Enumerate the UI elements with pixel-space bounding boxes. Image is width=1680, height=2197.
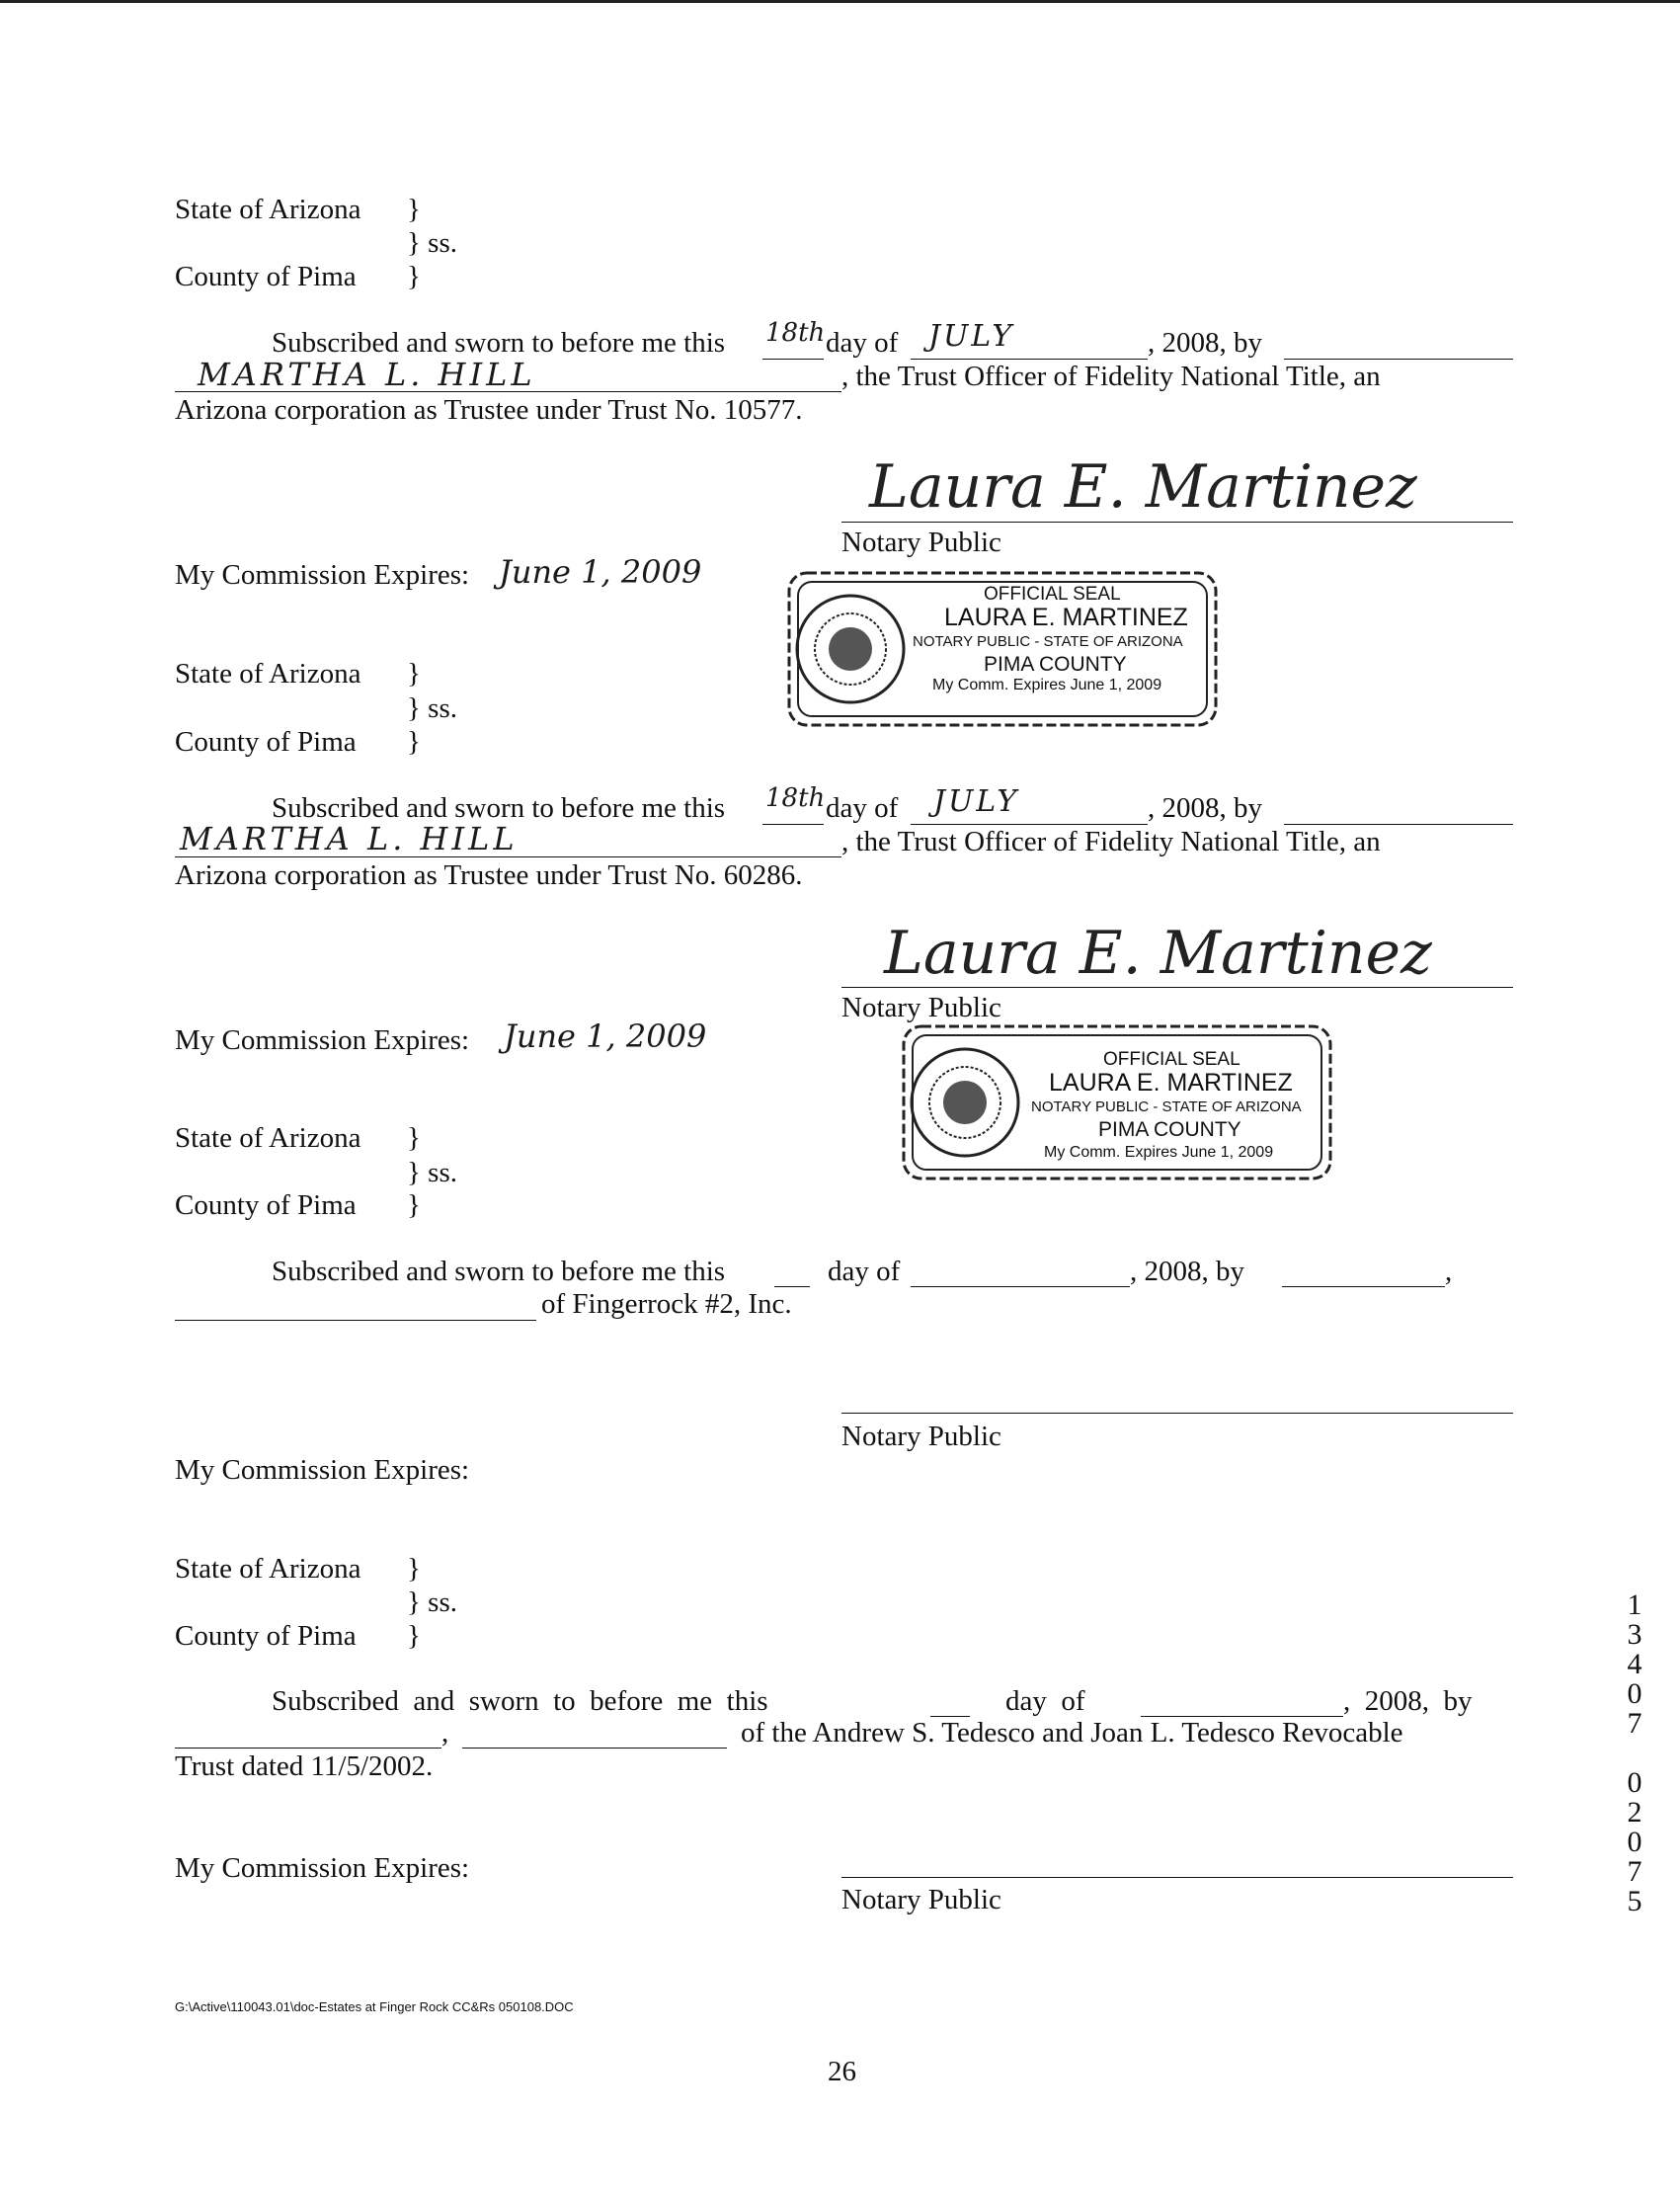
comma: , xyxy=(1445,1256,1453,1287)
brace: } xyxy=(407,658,421,690)
seal-expires: My Comm. Expires June 1, 2009 xyxy=(932,677,1162,693)
county-label: County of Pima xyxy=(175,1620,357,1652)
title-line xyxy=(462,1748,727,1749)
oath-text: Subscribed and sworn to before me this xyxy=(272,327,726,359)
officer-text: , the Trust Officer of Fidelity National Title, an xyxy=(841,826,1381,857)
signature-line xyxy=(841,1877,1513,1878)
title-line xyxy=(175,1320,536,1321)
recording-digit: 0 xyxy=(1627,1766,1642,1799)
day-line xyxy=(762,359,824,360)
day-of-text: day of xyxy=(826,792,899,824)
company-text: of Fingerrock #2, Inc. xyxy=(541,1288,792,1320)
brace: } xyxy=(407,194,421,225)
page-number: 26 xyxy=(828,2056,856,2087)
brace: } xyxy=(407,726,421,758)
commission-date-handwritten: June 1, 2009 xyxy=(504,1017,707,1055)
commission-label: My Commission Expires: xyxy=(175,1454,470,1486)
signature-line xyxy=(841,522,1513,523)
notary-signature: Laura E. Martinez xyxy=(884,919,1432,988)
signature-line xyxy=(841,1413,1513,1414)
oath-text: Subscribed and sworn to before me this xyxy=(272,1256,726,1287)
day-line xyxy=(762,824,824,825)
seal-line2: NOTARY PUBLIC - STATE OF ARIZONA xyxy=(1031,1098,1302,1115)
county-label: County of Pima xyxy=(175,261,357,292)
day-of-text: day of xyxy=(826,327,899,359)
day-handwritten: 18th xyxy=(765,783,826,813)
county-label: County of Pima xyxy=(175,1189,357,1221)
notary-label: Notary Public xyxy=(841,1884,1001,1915)
seal-county: PIMA COUNTY xyxy=(1098,1118,1241,1141)
recording-digit: 7 xyxy=(1627,1855,1642,1888)
seal-county: PIMA COUNTY xyxy=(984,653,1127,676)
ss-label: } ss. xyxy=(407,1157,457,1188)
recording-digit: 3 xyxy=(1627,1618,1642,1651)
name-handwritten: MARTHA L. HILL xyxy=(180,820,519,857)
recording-digit: 4 xyxy=(1627,1648,1642,1680)
recording-digit: 2 xyxy=(1627,1796,1642,1829)
commission-label: My Commission Expires: xyxy=(175,1024,470,1056)
recording-digit: 7 xyxy=(1627,1707,1642,1740)
recording-number xyxy=(1623,1590,1646,1916)
month-handwritten: JULY xyxy=(928,319,1015,354)
year-text: , 2008, by xyxy=(1148,327,1262,359)
ss-label: } ss. xyxy=(407,1587,457,1618)
seal-title: OFFICIAL SEAL xyxy=(984,584,1121,605)
seal-expires: My Comm. Expires June 1, 2009 xyxy=(1044,1144,1274,1161)
ss-label: } ss. xyxy=(407,227,457,259)
notary-label: Notary Public xyxy=(841,1421,1001,1452)
notary-signature: Laura E. Martinez xyxy=(869,452,1417,522)
recording-digit: 0 xyxy=(1627,1677,1642,1710)
trust-text: Arizona corporation as Trustee under Trust No. 60286. xyxy=(175,859,803,891)
comma: , xyxy=(441,1717,449,1749)
recording-digit: 0 xyxy=(1627,1826,1642,1858)
official-seal xyxy=(786,570,1219,728)
county-label: County of Pima xyxy=(175,726,357,758)
year-text: , 2008, by xyxy=(1343,1685,1473,1717)
state-label: State of Arizona xyxy=(175,658,361,690)
file-path-footer: G:\Active\110043.01\doc-Estates at Finger Rock CC&Rs 050108.DOC xyxy=(175,1999,574,2014)
name-line xyxy=(175,1748,441,1749)
brace: } xyxy=(407,1189,421,1221)
official-seal xyxy=(901,1023,1333,1181)
notary-label: Notary Public xyxy=(841,527,1001,558)
seal-name: LAURA E. MARTINEZ xyxy=(944,604,1188,631)
signer-line xyxy=(1282,1286,1445,1287)
trust-date-text: Trust dated 11/5/2002. xyxy=(175,1750,434,1782)
brace: } xyxy=(407,261,421,292)
year-text: , 2008, by xyxy=(1148,792,1262,824)
recording-digit xyxy=(1623,1739,1646,1768)
day-handwritten: 18th xyxy=(765,318,826,348)
ss-label: } ss. xyxy=(407,692,457,724)
month-line xyxy=(911,1286,1130,1287)
recording-digit: 1 xyxy=(1627,1588,1642,1621)
day-of-text: day of xyxy=(828,1256,901,1287)
commission-date-handwritten: June 1, 2009 xyxy=(499,553,702,591)
state-label: State of Arizona xyxy=(175,194,361,225)
oath-text: Subscribed and sworn to before me this xyxy=(272,1685,768,1717)
brace: } xyxy=(407,1122,421,1154)
top-border xyxy=(0,0,1680,3)
seal-name: LAURA E. MARTINEZ xyxy=(1049,1069,1293,1097)
recording-digit: 5 xyxy=(1627,1885,1642,1917)
brace: } xyxy=(407,1553,421,1585)
year-text: , 2008, by xyxy=(1130,1256,1244,1287)
state-label: State of Arizona xyxy=(175,1553,361,1585)
state-label: State of Arizona xyxy=(175,1122,361,1154)
trust-text: of the Andrew S. Tedesco and Joan L. Tedesco Revocable xyxy=(741,1717,1403,1749)
notary-label: Notary Public xyxy=(841,992,1001,1023)
commission-label: My Commission Expires: xyxy=(175,1852,470,1884)
month-handwritten: JULY xyxy=(933,784,1020,819)
seal-line2: NOTARY PUBLIC - STATE OF ARIZONA xyxy=(913,633,1183,650)
name-handwritten: MARTHA L. HILL xyxy=(198,356,536,393)
brace: } xyxy=(407,1620,421,1652)
trust-text: Arizona corporation as Trustee under Trust No. 10577. xyxy=(175,394,803,426)
officer-text: , the Trust Officer of Fidelity National Title, an xyxy=(841,361,1381,392)
commission-label: My Commission Expires: xyxy=(175,559,470,591)
seal-title: OFFICIAL SEAL xyxy=(1103,1049,1240,1070)
day-of-text: day of xyxy=(1005,1685,1085,1717)
oath-text: Subscribed and sworn to before me this xyxy=(272,792,726,824)
